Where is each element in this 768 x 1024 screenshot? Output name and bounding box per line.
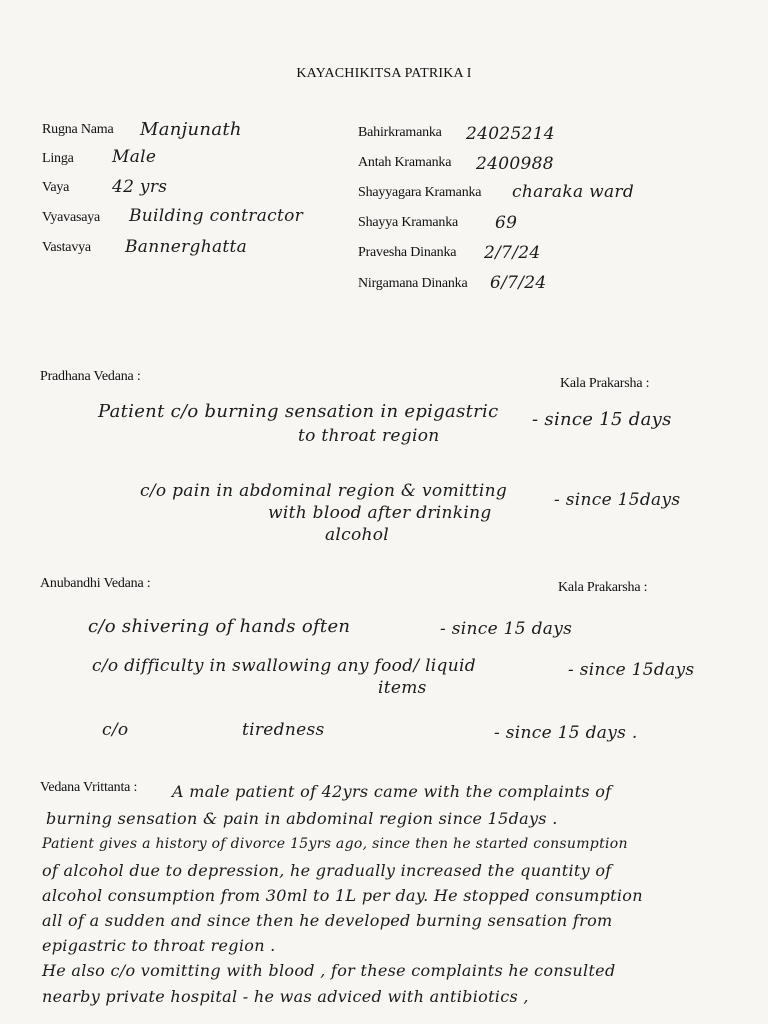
pradhana-complaint-2-line-2: with blood after drinking (268, 503, 492, 523)
anubandhi-complaint-2-line-1: c/o difficulty in swallowing any food/ liquid (92, 656, 476, 676)
label-vaya: Vaya (42, 180, 70, 195)
pradhana-complaint-1-line-2: to throat region (298, 426, 440, 446)
value-bahirkramanka: 24025214 (466, 124, 555, 144)
label-rugna-nama: Rugna Nama (42, 122, 114, 137)
value-shayyagara-kramanka: charaka ward (512, 182, 635, 202)
label-nirgamana-dinanka: Nirgamana Dinanka (358, 276, 468, 291)
pradhana-complaint-2-line-1: c/o pain in abdominal region & vomitting (140, 481, 508, 501)
vrittanta-line-6: all of a sudden and since then he developed burning sensation from (42, 911, 613, 930)
anubandhi-complaint-1-line-1: c/o shivering of hands often (88, 616, 351, 637)
anubandhi-complaint-2-duration: - since 15days (568, 660, 695, 680)
pradhana-kala-heading: Kala Prakarsha : (560, 376, 650, 391)
value-pravesha-dinanka: 2/7/24 (484, 243, 541, 263)
vrittanta-line-9: nearby private hospital - he was adviced with antibiotics , (42, 987, 529, 1006)
label-shayya-kramanka: Shayya Kramanka (358, 215, 459, 230)
pradhana-vedana-heading: Pradhana Vedana : (40, 369, 141, 384)
value-rugna-nama: Manjunath (140, 119, 242, 140)
anubandhi-vedana-heading: Anubandhi Vedana : (40, 576, 151, 591)
value-linga: Male (112, 147, 157, 167)
label-linga: Linga (42, 151, 74, 166)
page-title: KAYACHIKITSA PATRIKA I (296, 66, 472, 81)
value-shayya-kramanka: 69 (495, 213, 518, 233)
pradhana-complaint-1-line-1: Patient c/o burning sensation in epigastric (98, 401, 499, 422)
pradhana-complaint-2-line-3: alcohol (325, 525, 390, 545)
vrittanta-line-5: alcohol consumption from 30ml to 1L per day. He stopped consumption (42, 886, 643, 905)
value-nirgamana-dinanka: 6/7/24 (490, 273, 547, 293)
anubandhi-complaint-2-line-2: items (378, 678, 427, 698)
vrittanta-line-8: He also c/o vomitting with blood , for these complaints he consulted (42, 961, 616, 980)
anubandhi-complaint-3-line-2: tiredness (242, 720, 325, 740)
anubandhi-complaint-3-line-1: c/o (102, 720, 129, 740)
label-pravesha-dinanka: Pravesha Dinanka (358, 245, 457, 260)
anubandhi-kala-heading: Kala Prakarsha : (558, 580, 648, 595)
anubandhi-complaint-3-duration: - since 15 days . (494, 723, 638, 743)
label-antah-kramanka: Antah Kramanka (358, 155, 452, 170)
anubandhi-complaint-1-duration: - since 15 days (440, 619, 573, 639)
value-antah-kramanka: 2400988 (476, 154, 554, 174)
vrittanta-line-4: of alcohol due to depression, he gradually increased the quantity of (42, 861, 612, 880)
vrittanta-line-3: Patient gives a history of divorce 15yrs ago, since then he started consumption (42, 836, 628, 852)
pradhana-complaint-1-duration: - since 15 days (532, 409, 672, 430)
vedana-vrittanta-heading: Vedana Vrittanta : (40, 780, 138, 795)
label-vastavya: Vastavya (42, 240, 91, 255)
value-vastavya: Bannerghatta (125, 237, 248, 257)
label-shayyagara-kramanka: Shayyagara Kramanka (358, 185, 482, 200)
vrittanta-line-7: epigastric to throat region . (42, 936, 276, 955)
label-vyavasaya: Vyavasaya (42, 210, 101, 225)
pradhana-complaint-2-duration: - since 15days (554, 490, 681, 510)
value-vaya: 42 yrs (112, 177, 168, 197)
value-vyavasaya: Building contractor (129, 206, 304, 226)
vrittanta-line-2: burning sensation & pain in abdominal region since 15days . (46, 809, 558, 828)
label-bahirkramanka: Bahirkramanka (358, 125, 442, 140)
vrittanta-line-1: A male patient of 42yrs came with the complaints of (172, 782, 612, 801)
